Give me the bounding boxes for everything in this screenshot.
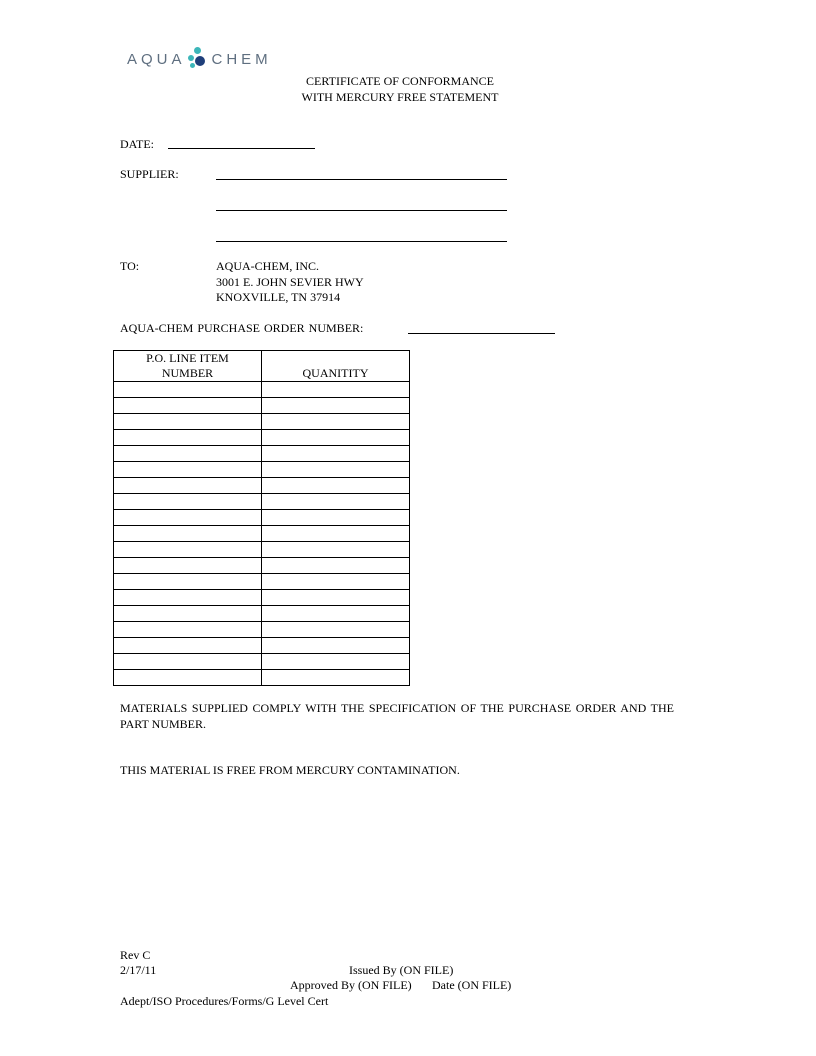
table-row [114, 542, 410, 558]
line-item-number-cell[interactable] [114, 398, 262, 414]
line-item-number-cell[interactable] [114, 670, 262, 686]
line-item-number-cell[interactable] [114, 494, 262, 510]
line-item-number-cell[interactable] [114, 446, 262, 462]
line-item-number-cell[interactable] [114, 542, 262, 558]
line-item-number-cell[interactable] [114, 590, 262, 606]
line-item-number-cell[interactable] [114, 558, 262, 574]
table-row [114, 654, 410, 670]
po-number-input-line[interactable] [408, 333, 555, 334]
document-title-line2: WITH MERCURY FREE STATEMENT [301, 90, 499, 104]
company-logo [127, 47, 272, 71]
line-item-number-cell[interactable] [114, 430, 262, 446]
table-row [114, 670, 410, 686]
quantity-cell[interactable] [262, 558, 410, 574]
header-quantity: QUANITITY [262, 351, 410, 382]
table-row [114, 462, 410, 478]
table-row [114, 574, 410, 590]
quantity-cell[interactable] [262, 526, 410, 542]
quantity-cell[interactable] [262, 430, 410, 446]
quantity-cell[interactable] [262, 622, 410, 638]
footer-revision: Rev C [120, 948, 151, 962]
line-item-number-cell[interactable] [114, 606, 262, 622]
quantity-cell[interactable] [262, 382, 410, 398]
quantity-cell[interactable] [262, 542, 410, 558]
quantity-cell[interactable] [262, 638, 410, 654]
line-item-number-cell[interactable] [114, 574, 262, 590]
compliance-statement: MATERIALS SUPPLIED COMPLY WITH THE SPECIFICATION OF THE PURCHASE ORDER AND THE PART NUMBER. [120, 701, 674, 731]
footer-approved-by: Approved By (ON FILE) [290, 978, 412, 992]
quantity-cell[interactable] [262, 446, 410, 462]
line-item-table [113, 350, 410, 686]
date-label: DATE: [120, 137, 154, 151]
quantity-cell[interactable] [262, 654, 410, 670]
table-row [114, 590, 410, 606]
logo-text-right: CHEM [211, 50, 272, 68]
quantity-cell[interactable] [262, 462, 410, 478]
line-item-number-cell[interactable] [114, 414, 262, 430]
date-input-line[interactable] [168, 148, 315, 149]
supplier-input-line-2[interactable] [216, 210, 507, 211]
table-row [114, 414, 410, 430]
logo-text-left: AQUA [127, 50, 186, 68]
supplier-input-line-1[interactable] [216, 179, 507, 180]
line-item-number-cell[interactable] [114, 654, 262, 670]
quantity-cell[interactable] [262, 574, 410, 590]
footer-date: 2/17/11 [120, 963, 157, 977]
table-row [114, 382, 410, 398]
po-number-label: AQUA-CHEM PURCHASE ORDER NUMBER: [120, 321, 364, 335]
quantity-cell[interactable] [262, 590, 410, 606]
line-item-number-cell[interactable] [114, 510, 262, 526]
to-label: TO: [120, 259, 140, 273]
line-item-number-cell[interactable] [114, 622, 262, 638]
quantity-cell[interactable] [262, 510, 410, 526]
line-item-number-cell[interactable] [114, 462, 262, 478]
table-header-row [114, 351, 410, 382]
table-row [114, 446, 410, 462]
supplier-label: SUPPLIER: [120, 167, 179, 181]
footer-document-path: Adept/ISO Procedures/Forms/G Level Cert [120, 994, 329, 1008]
table-row [114, 606, 410, 622]
table-row [114, 526, 410, 542]
quantity-cell[interactable] [262, 478, 410, 494]
footer-issued-by: Issued By (ON FILE) [349, 963, 454, 977]
to-address-line-3: KNOXVILLE, TN 37914 [216, 290, 341, 304]
table-row [114, 510, 410, 526]
table-row [114, 558, 410, 574]
mercury-free-statement: THIS MATERIAL IS FREE FROM MERCURY CONTAMINATION. [120, 763, 460, 777]
table-row [114, 398, 410, 414]
quantity-cell[interactable] [262, 494, 410, 510]
line-item-number-cell[interactable] [114, 382, 262, 398]
table-row [114, 638, 410, 654]
table-row [114, 478, 410, 494]
table-row [114, 494, 410, 510]
line-item-number-cell[interactable] [114, 478, 262, 494]
line-item-number-cell[interactable] [114, 638, 262, 654]
document-title-line1: CERTIFICATE OF CONFORMANCE [306, 74, 494, 88]
footer-approved-date: Date (ON FILE) [432, 978, 512, 992]
quantity-cell[interactable] [262, 414, 410, 430]
to-address-line-1: AQUA-CHEM, INC. [216, 259, 319, 273]
quantity-cell[interactable] [262, 670, 410, 686]
supplier-input-line-3[interactable] [216, 241, 507, 242]
logo-dots-icon [186, 47, 208, 71]
to-address-line-2: 3001 E. JOHN SEVIER HWY [216, 275, 364, 289]
quantity-cell[interactable] [262, 606, 410, 622]
table-row [114, 622, 410, 638]
quantity-cell[interactable] [262, 398, 410, 414]
line-item-number-cell[interactable] [114, 526, 262, 542]
header-line-item-number: P.O. LINE ITEM NUMBER [114, 351, 262, 382]
table-row [114, 430, 410, 446]
